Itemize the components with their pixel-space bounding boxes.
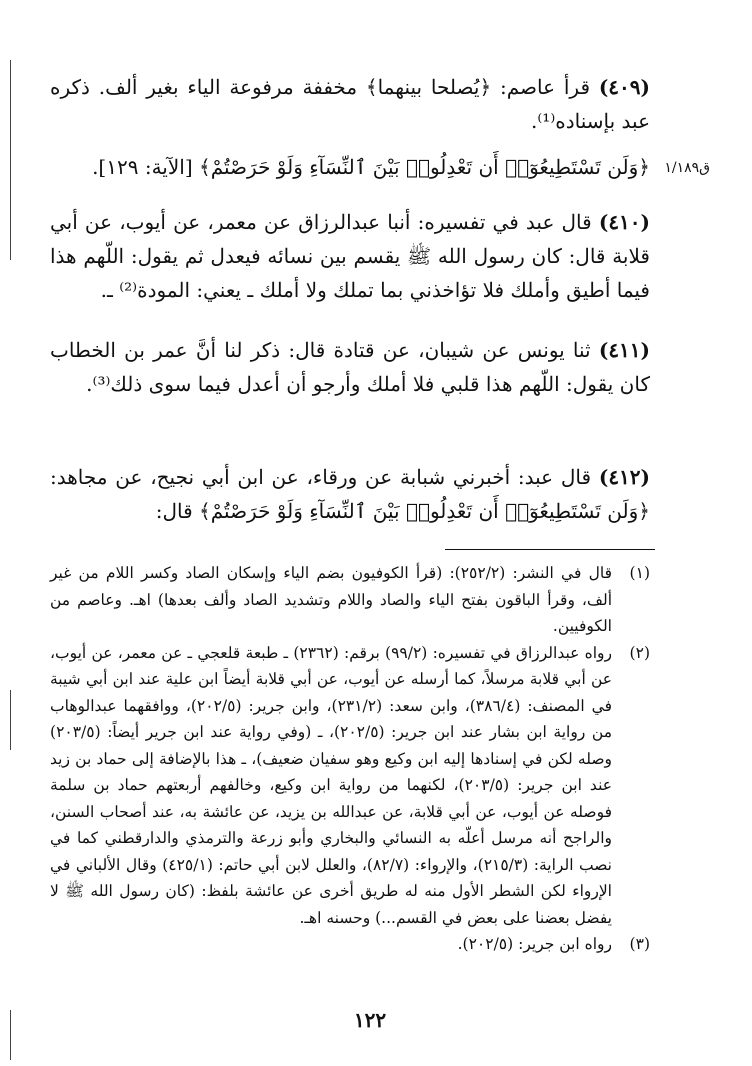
paragraph-409 (50, 70, 650, 138)
footnote (50, 931, 650, 958)
footnote-number: (١) (629, 564, 650, 582)
paragraph-text: قال عبد: أخبرني شبابة عن ورقاء، عن ابن أبي نجيح، عن مجاهد: ﴿وَلَن تَسْتَطِيعُوٓا۟ أَن تَعْدِلُوا۟ بَيْنَ ٱلنِّسَآءِ وَلَوْ حَرَصْتُمْ﴾ قال: (50, 465, 650, 523)
footnote-number: (٢) (629, 643, 650, 662)
paragraph-number: (٤٠٩) (598, 75, 650, 99)
footnote-number: (٣) (629, 935, 650, 953)
verse-text: ﴿وَلَن تَسْتَطِيعُوٓا۟ أَن تَعْدِلُوا۟ بَيْنَ ٱلنِّسَآءِ وَلَوْ حَرَصْتُمْ﴾ [الآية: ١٢٩]. (92, 155, 650, 179)
paragraph-text: ثنا يونس عن شيبان، عن قتادة قال: ذكر لنا أنَّ عمر بن الخطاب كان يقول: اللّهم هذا قلبي فلا أملك وأرجو أن أعدل فيما سوى ذلك⁽³⁾. (50, 338, 650, 396)
verse-line (50, 150, 650, 184)
paragraph-number: (٤١١) (598, 338, 651, 362)
page-number: ١٢٢ (353, 1008, 387, 1032)
paragraph-number: (٤١٠) (598, 210, 651, 234)
footnote-text: رواه عبدالرزاق في تفسيره: (٩٩/٢) برقم: (٢٣٦٢) ـ طبعة قلعجي ـ عن معمر، عن أيوب، عن أبي قلابة مرسلاً، كما أرسله عن أيوب، عن أبي قلابة أيضاً ابن علية عند ابن أبي شيبة في المصنف: (٣٨٦/٤)، وابن سعد: (٢٣١/٢)، وابن جرير: (٢٠٢/٥)، ووافقهما عبدالوهاب من رواية ابن بشار عند ابن جرير: (٢٠٢/٥)، ـ (وفي رواية عند ابن جرير أيضاً: (٢٠٣/٥) وصله لكن في إسنادها إليه ابن وكيع وهو سفيان ضعيف)، ـ هذا بالإضافة إلى حماد بن زيد عند ابن جرير: (٢٠٣/٥)، لكنهما من رواية ابن وكيع، وخالفهم أربعتهم حماد بن سلمة فوصله عن أيوب، عن أبي قلابة، عن عبدالله بن يزيد، عن عائشة به، عند أصحاب السنن، والراجح أنه مرسل أعلّه به النسائي والبخاري وأبو زرعة والترمذي والدارقطني كما في نصب الراية: (٢١٥/٣)، والإرواء: (٨٢/٧)، والعلل لابن أبي حاتم: (٤٢٥/١) وقال الألباني في الإرواء لكن الشطر الأول منه له طريق أخرى عن عائشة بلفظ: (كان رسول الله ﷺ لا يفضل بعضنا على بعض في القسم...) وحسنه اهـ. (50, 643, 613, 927)
manuscript-folio-ref: ق١/١٨٩ (664, 160, 710, 176)
paragraph-412 (50, 460, 650, 528)
paragraph-number: (٤١٢) (598, 465, 651, 489)
footnote (50, 560, 650, 640)
footnote-text: قال في النشر: (٢٥٢/٢): (قرأ الكوفيون بضم الياء وإسكان الصاد وكسر اللام من غير ألف، وقرأ الباقون بفتح الياء والصاد واللام وتشديد الصاد وألف بعدها) اهـ. وعاصم من الكوفيين. (50, 564, 613, 635)
scan-edge-line (10, 60, 11, 260)
scan-edge-line (10, 690, 11, 750)
footnote-divider (445, 549, 655, 550)
footnotes (50, 560, 650, 958)
scan-edge-line (10, 1010, 11, 1060)
paragraph-text: قال عبد في تفسيره: أنبا عبدالرزاق عن معمر، عن أيوب، عن أبي قلابة قال: كان رسول الله ﷺ يقسم بين نسائه فيعدل ثم يقول: اللّهم هذا فيما أطيق وأملك فلا تؤاخذني بما تملك ولا أملك ـ يعني: المودة⁽²⁾ ـ. (50, 210, 650, 302)
paragraph-text: قرأ عاصم: ﴿يُصلحا بينهما﴾ مخففة مرفوعة الياء بغير ألف. ذكره عبد بإسناده⁽¹⁾. (50, 75, 650, 133)
footnote (50, 640, 650, 932)
footnote-text: رواه ابن جرير: (٢٠٢/٥). (457, 935, 612, 953)
paragraph-410 (50, 205, 650, 307)
paragraph-411 (50, 333, 650, 401)
